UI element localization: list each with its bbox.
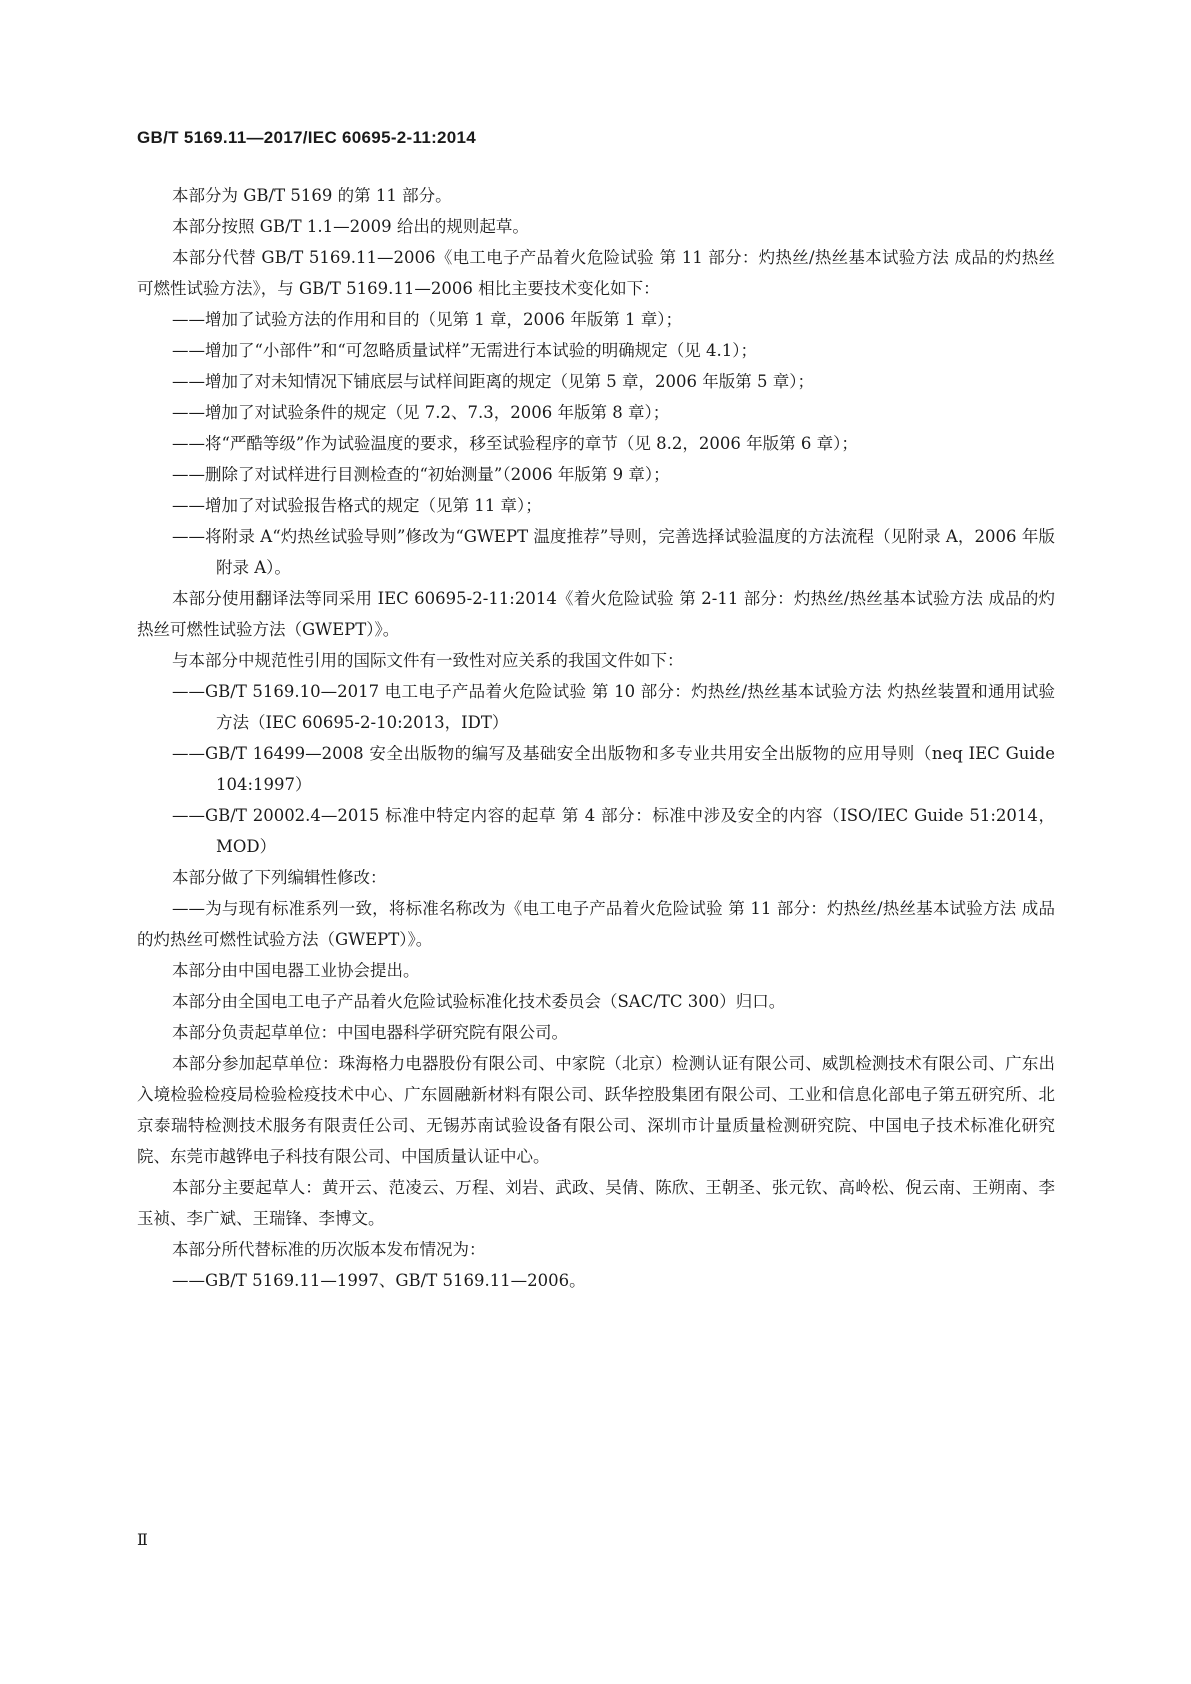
document-header-code: GB/T 5169.11—2017/IEC 60695-2-11:2014	[137, 128, 477, 147]
paragraph: 本部分使用翻译法等同采用 IEC 60695-2-11:2014《着火危险试验 第 2-11 部分：灼热丝/热丝基本试验方法 成品的灼热丝可燃性试验方法（GWEPT）》。	[137, 589, 1055, 639]
change-list-item: ——将“严酷等级”作为试验温度的要求，移至试验程序的章节（见 8.2，2006 年版第 6 章）；	[172, 434, 858, 453]
dash-mark: ——	[172, 682, 205, 701]
dash-mark: ——	[172, 434, 205, 453]
dash-mark: ——	[172, 899, 205, 918]
dash-mark: ——	[172, 372, 205, 391]
foreword-body	[137, 180, 1055, 1296]
change-list-item: ——增加了试验方法的作用和目的（见第 1 章，2006 年版第 1 章）；	[172, 310, 682, 329]
paragraph: 本部分为 GB/T 5169 的第 11 部分。	[172, 186, 452, 205]
change-list-item: ——将附录 A“灼热丝试验导则”修改为“GWEPT 温度推荐”导则，完善选择试验温度的方法流程（见附录 A，2006 年版附录 A）。	[172, 527, 1055, 577]
paragraph: 本部分所代替标准的历次版本发布情况为：	[172, 1240, 486, 1259]
reference-list-item: ——GB/T 16499—2008 安全出版物的编写及基础安全出版物和多专业共用安全出版物的应用导则（neq IEC Guide 104:1997）	[172, 744, 1055, 794]
reference-list-item: ——GB/T 20002.4—2015 标准中特定内容的起草 第 4 部分：标准中涉及安全的内容（ISO/IEC Guide 51:2014，MOD）	[172, 806, 1055, 856]
paragraph: 本部分代替 GB/T 5169.11—2006《电工电子产品着火危险试验 第 11 部分：灼热丝/热丝基本试验方法 成品的灼热丝可燃性试验方法》，与 GB/T 5169.11—2006 相比主要技术变化如下：	[137, 248, 1055, 298]
paragraph: 本部分按照 GB/T 1.1—2009 给出的规则起草。	[172, 217, 529, 236]
change-list-item: ——增加了“小部件”和“可忽略质量试样”无需进行本试验的明确规定（见 4.1）；	[172, 341, 757, 360]
dash-mark: ——	[172, 527, 205, 546]
history-list-item: ——GB/T 5169.11—1997、GB/T 5169.11—2006。	[172, 1271, 586, 1290]
reference-list-item: ——GB/T 5169.10—2017 电工电子产品着火危险试验 第 10 部分：灼热丝/热丝基本试验方法 灼热丝装置和通用试验方法（IEC 60695-2-10:2013，IDT）	[172, 682, 1055, 732]
dash-mark: ——	[172, 403, 205, 422]
dash-mark: ——	[172, 744, 205, 763]
page-number: Ⅱ	[137, 1530, 148, 1549]
paragraph: 本部分主要起草人：黄开云、范凌云、万程、刘岩、武政、吴倩、陈欣、王朝圣、张元钦、高岭松、倪云南、王朔南、李玉祯、李广斌、王瑞锋、李博文。	[137, 1178, 1055, 1228]
dash-mark: ——	[172, 1271, 205, 1290]
change-list-item: ——删除了对试样进行目测检查的“初始测量”（2006 年版第 9 章）；	[172, 465, 670, 484]
paragraph: 本部分负责起草单位：中国电器科学研究院有限公司。	[172, 1023, 568, 1042]
paragraph: 本部分由中国电器工业协会提出。	[172, 961, 420, 980]
paragraph: 本部分由全国电工电子产品着火危险试验标准化技术委员会（SAC/TC 300）归口。	[172, 992, 786, 1011]
paragraph: 本部分参加起草单位：珠海格力电器股份有限公司、中家院（北京）检测认证有限公司、威凯检测技术有限公司、广东出入境检验检疫局检验检疫技术中心、广东圆融新材料有限公司、跃华控股集团有限公司、工业和信息化部电子第五研究所、北京泰瑞特检测技术服务有限责任公司、无锡苏南试验设备有限公司、深圳市计量质量检测研究院、中国电子技术标准化研究院、东莞市越铧电子科技有限公司、中国质量认证中心。	[137, 1054, 1055, 1166]
edit-list-item: ——为与现有标准系列一致，将标准名称改为《电工电子产品着火危险试验 第 11 部分：灼热丝/热丝基本试验方法 成品的灼热丝可燃性试验方法（GWEPT）》。	[137, 899, 1055, 949]
paragraph: 与本部分中规范性引用的国际文件有一致性对应关系的我国文件如下：	[172, 651, 684, 670]
dash-mark: ——	[172, 496, 205, 515]
change-list-item: ——增加了对试验报告格式的规定（见第 11 章）；	[172, 496, 542, 515]
change-list-item: ——增加了对试验条件的规定（见 7.2、7.3，2006 年版第 8 章）；	[172, 403, 670, 422]
dash-mark: ——	[172, 341, 205, 360]
paragraph: 本部分做了下列编辑性修改：	[172, 868, 387, 887]
dash-mark: ——	[172, 806, 205, 825]
dash-mark: ——	[172, 465, 205, 484]
change-list-item: ——增加了对未知情况下铺底层与试样间距离的规定（见第 5 章，2006 年版第 5 章）；	[172, 372, 814, 391]
dash-mark: ——	[172, 310, 205, 329]
